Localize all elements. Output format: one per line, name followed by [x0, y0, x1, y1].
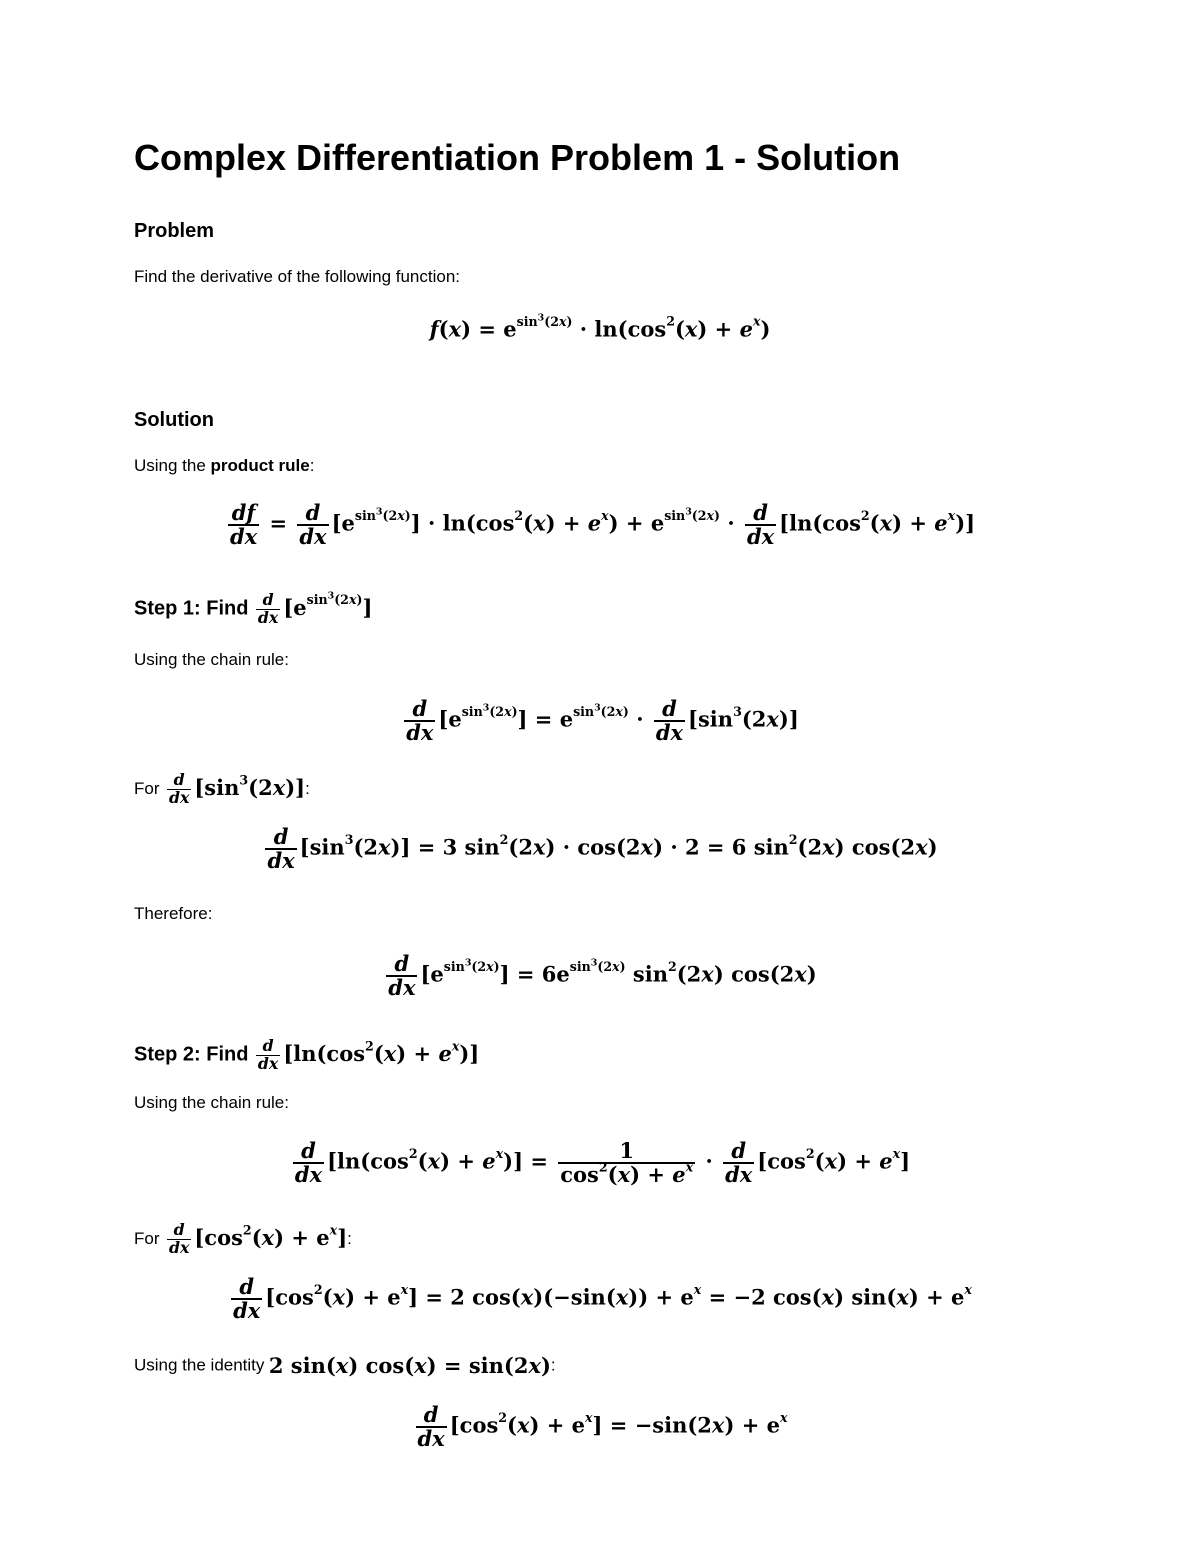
step2-for-text: For	[134, 1229, 160, 1249]
step1-chain-equation: $\frac{d}{dx}$ $[e^{sin^3(2x)}] = e^{sin^3(2x)}$ · $\frac{d}{dx}$ $[\sin^3(2x)]$	[406, 696, 799, 746]
therefore-text: Therefore:	[134, 904, 213, 923]
function-equation: $f(x) = e^{sin^3(2x)} \cdot \ln(\cos^2(x) + e^x)$	[429, 312, 771, 342]
solution-intro	[134, 457, 314, 474]
identity-line	[134, 1353, 556, 1378]
identity-text: Using the identity	[134, 1355, 265, 1375]
step1-for-suffix: :	[305, 779, 310, 799]
step2-chain-rule-text: Using the chain rule:	[134, 1093, 289, 1112]
step1-heading	[134, 592, 372, 626]
step2-heading	[134, 1038, 479, 1072]
product-rule-term: product rule	[210, 456, 310, 475]
step2-for-line	[134, 1222, 352, 1256]
step2-heading-text: Step 2: Find	[134, 1043, 249, 1066]
step1-chain-rule-text: Using the chain rule:	[134, 650, 289, 669]
identity-suffix: :	[550, 1355, 556, 1375]
step2-inner-equation: $\frac{d}{dx}$ $[\cos^2(x) + e^x] = 2$ $\cos(x)(-\sin(x)) + e^x = -2$ cos(x) $\sin(x) + e^x$	[233, 1274, 972, 1324]
step1-heading-math: $\frac{d}{dx}$ $[e^{sin^3(2x)}]$	[257, 590, 373, 627]
identity-math: 2 sin(x) cos(x) = sin(2x)	[268, 1353, 551, 1378]
solution-intro-prefix: Using the	[134, 456, 211, 475]
step2-for-suffix: :	[347, 1229, 352, 1249]
step1-heading-text: Step 1: Find	[134, 597, 249, 620]
solution-intro-suffix: :	[309, 456, 315, 475]
step1-result-equation: $\frac{d}{dx}$ $[e^{sin^3(2x)}] = 6e^{sin^3(2x)}$ $\sin^2(2x)$ cos(2x)	[388, 951, 817, 1001]
step1-for-line	[134, 772, 310, 806]
step2-for-math: $\frac{d}{dx}$ $[\cos^2(x) + e^x]$	[168, 1220, 348, 1257]
step2-result-equation: $\frac{d}{dx}$ $[\cos^2(x) + e^x] = -\sin(2x) + e^x$	[417, 1402, 788, 1452]
problem-heading: Problem	[134, 220, 215, 242]
step2-heading-math: $\frac{d}{dx}$ $[\ln(\cos^2(x) + e^x)]$	[257, 1036, 480, 1073]
page-title: Complex Differentiation Problem 1 - Solution	[134, 137, 901, 178]
problem-intro: Find the derivative of the following function:	[134, 267, 461, 286]
product-rule-equation: $\frac{df}{dx}$ = $\frac{d}{dx}$ $[e^{sin^3(2x)}] \cdot \ln(\cos^2(x) + e^x) + e^{sin^3(2x)}$ · $\frac{d}{dx}$ $[\ln(\cos^2(x) + e^x)]$	[229, 500, 976, 550]
step1-inner-equation: $\frac{d}{dx}$ $[\sin^3(2x)] = 3$ $\sin^2(2x) \cdot \cos(2x) \cdot 2 = 6$ $\sin^2(2x)$ cos(2x)	[267, 824, 938, 874]
solution-heading: Solution	[134, 409, 214, 431]
step1-for-math: $\frac{d}{dx}$ $[\sin^3(2x)]$	[168, 770, 306, 807]
step2-chain-equation: $\frac{d}{dx}$ $[\ln(\cos^2(x) + e^x)]$ = $\frac{1}{\cos^2(x) + e^x}$ · $\frac{d}{dx}$ $[\cos^2(x) + e^x]$	[294, 1138, 911, 1188]
step1-for-text: For	[134, 779, 160, 799]
